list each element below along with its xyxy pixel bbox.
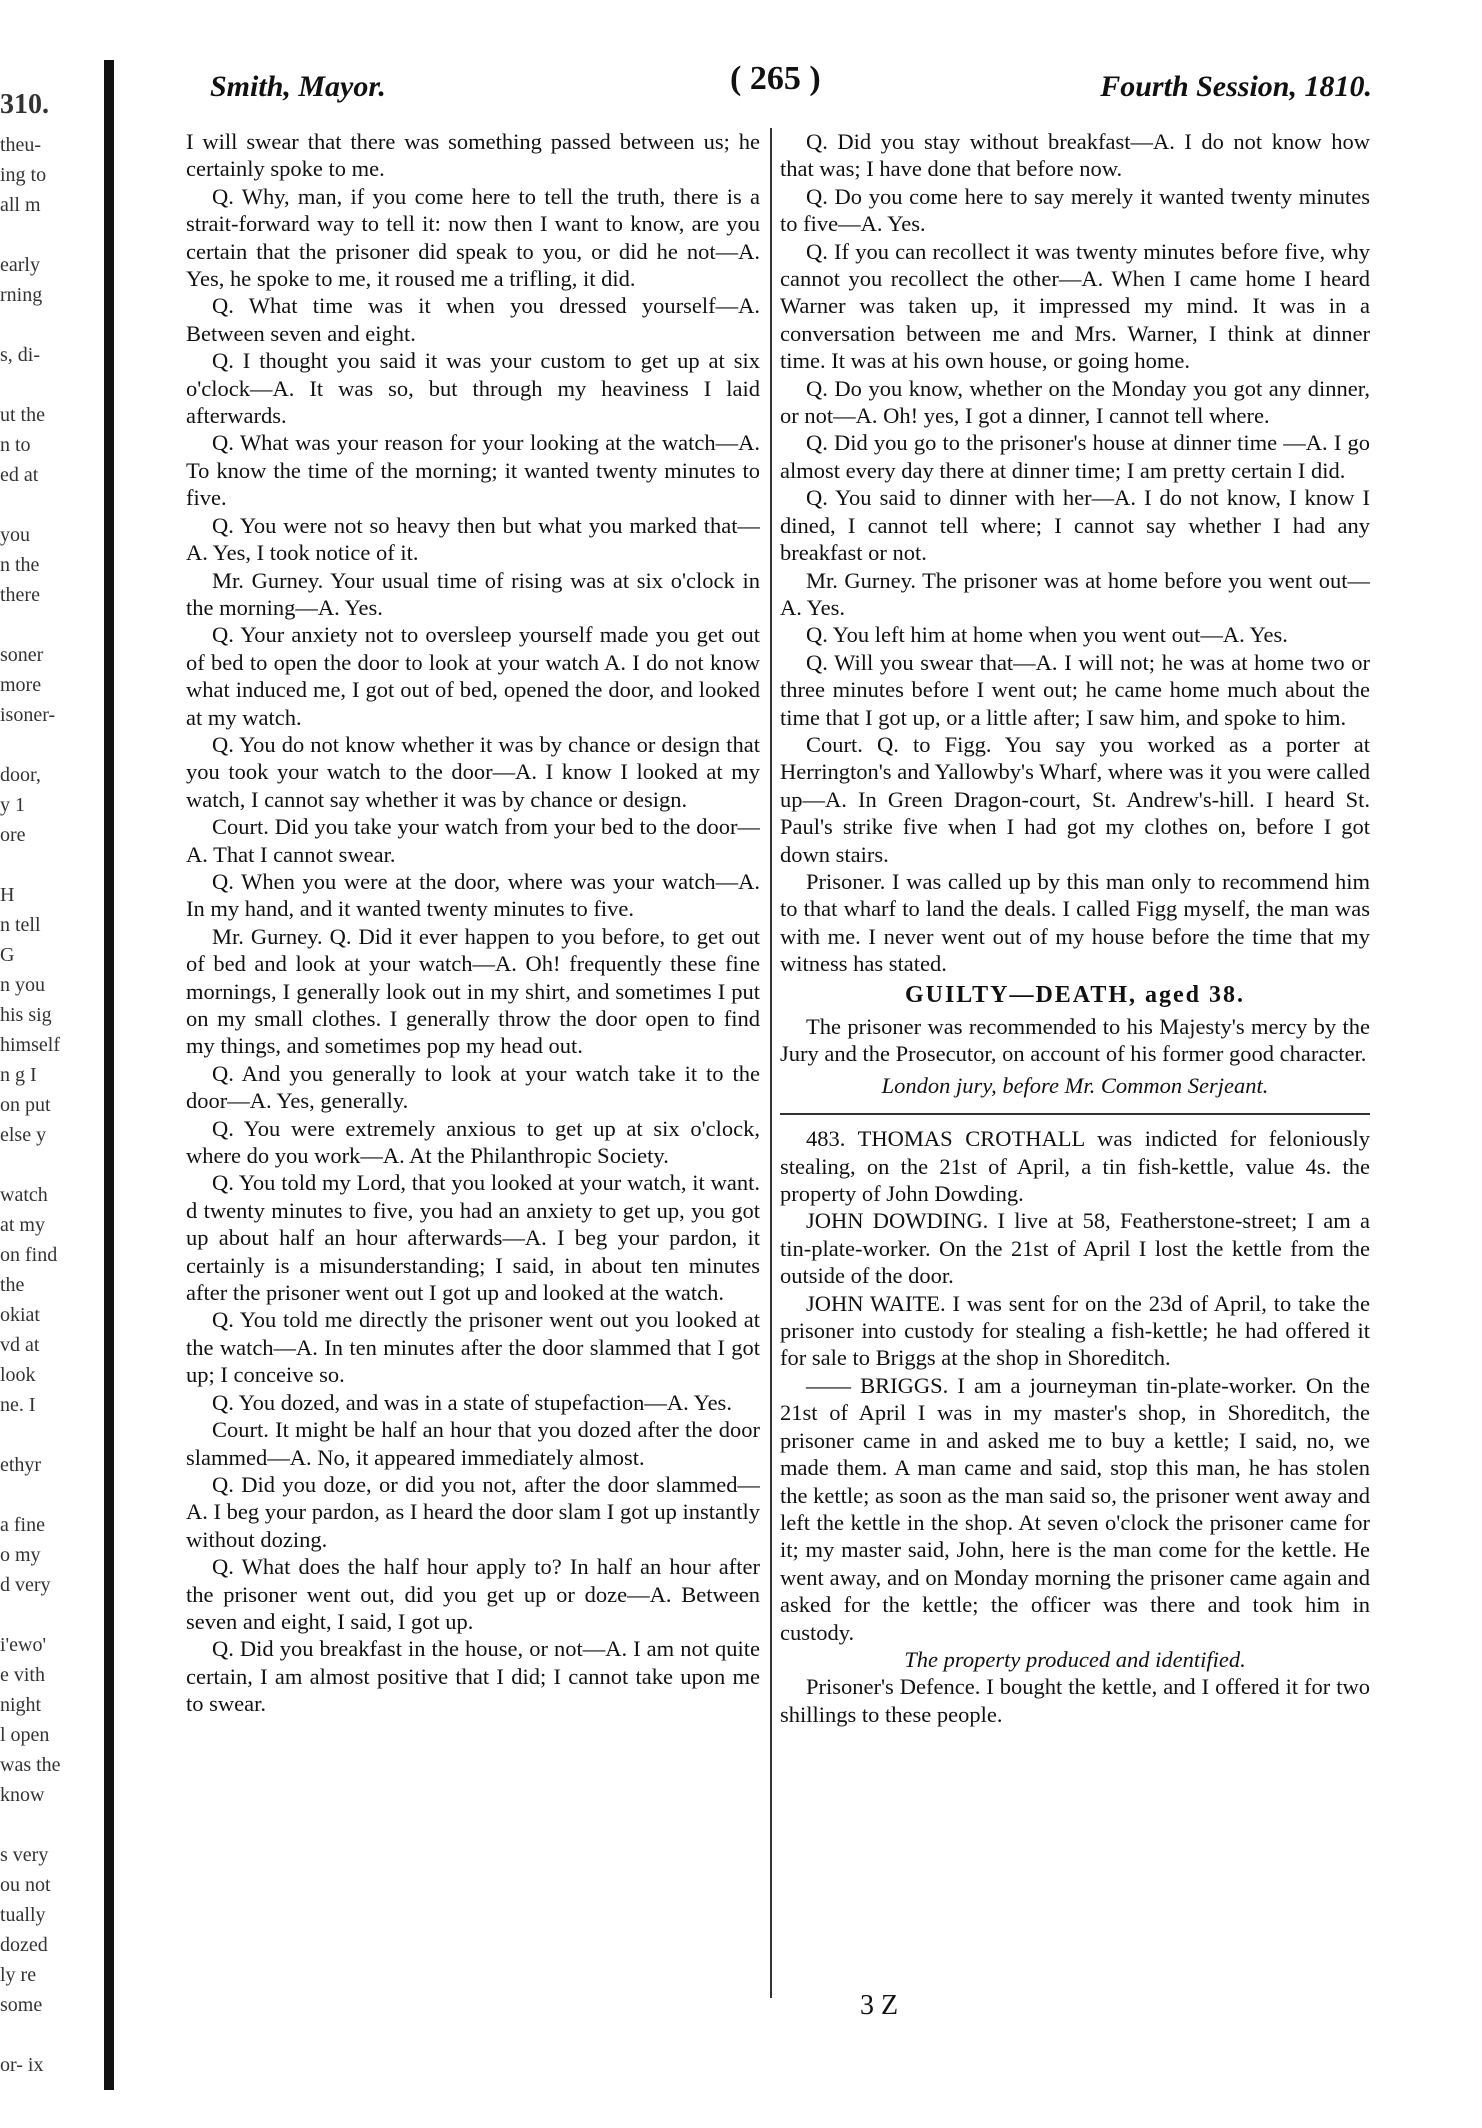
paragraph: Q. Do you come here to say merely it wanted twenty minutes to five—A. Yes. [780,183,1370,237]
paragraph: Q. Did you go to the prisoner's house at dinner time —A. I go almost every day there at dinner time; I am pretty certain I did. [780,430,1370,483]
bleed-line [0,1600,88,1630]
bleed-line [0,610,88,640]
bleed-line: s, di- [0,344,40,366]
paragraph: Q. And you generally to look at your watch take it to the door—A. Yes, generally. [186,1060,760,1114]
bleed-line: was the [0,1754,61,1776]
paragraph: Q. You left him at home when you went out—A. Yes. [806,622,1288,648]
paragraph: Prisoner. I was called up by this man only to recommend him to that wharf to land the deals. I called Figg myself, the man was with me. I never went out of my house before the time that my witness has stated. [780,868,1370,977]
paragraph: Q. Your anxiety not to oversleep yourself made you get out of bed to open the door to look at your watch A. I do not know what induced me, I got out of bed, opened the door, and looked at my watch. [186,622,760,730]
bleed-line: H [0,884,15,906]
bleed-line: s very [0,1844,49,1866]
bleed-line: night [0,1694,42,1716]
bleed-line: more [0,674,42,696]
header-right: Fourth Session, 1810. [1100,70,1372,103]
paragraph: Q. You were not so heavy then but what you marked that—A. Yes, I took notice of it. [186,512,760,566]
header-left: Smith, Mayor. [210,70,386,103]
paragraph: Q. You do not know whether it was by chance or design that you took your watch to the door—A. I know I looked at my watch, I cannot say whether it was by chance or design. [186,731,760,812]
bleed-line: some [0,1994,43,2016]
bleed-line [0,220,88,250]
left-column [186,128,760,2048]
bleed-line: look [0,1364,36,1386]
paragraph: Q. I thought you said it was your custom to get up at six o'clock—A. It was so, but through my heaviness I laid afterwards. [186,348,760,429]
bleed-line: isoner- [0,704,56,726]
bleed-line: ed at [0,464,39,486]
bleed-line: n you [0,974,45,996]
bleed-line [0,490,88,520]
bleed-line: ou not [0,1874,51,1896]
bleed-line: himself [0,1034,60,1056]
bleed-line: G [0,944,15,966]
paragraph: Q. What time was it when you dressed yourself—A. Between seven and eight. [186,293,760,346]
bleed-line [0,2020,88,2050]
paragraph: 483. THOMAS CROTHALL was indicted for feloniously stealing, on the 21st of April, a tin fish-kettle, value 4s. the property of John Dowding. [780,1126,1370,1207]
bleed-line: you [0,524,30,546]
bleed-line: e vith [0,1664,45,1686]
paragraph: Q. You told me directly the prisoner went out you looked at the watch—A. In ten minutes after the door slammed that I got up; I conceive so. [186,1307,760,1388]
paragraph: —— BRIGGS. I am a journeyman tin-plate-worker. On the 21st of April I was in my master's shop, in Shoreditch, the prisoner came in and asked me to buy a kettle; I said, no, we made them. A man came and said, stop this man, he has stolen the kettle; as soon as the man said so, the prisoner went away and left the kettle in the shop. At seven o'clock the prisoner came for it; my master said, John, here is the man come for the kettle. He went away, and on Monday morning the prisoner came again and asked for the kettle; the officer was there and took him in custody. [780,1372,1370,1645]
page-number: ( 265 ) [730,60,821,97]
paragraph: JOHN DOWDING. I live at 58, Featherstone-street; I am a tin-plate-worker. On the 21st of April I lost the kettle from the outside of the door. [780,1208,1370,1289]
paragraph: Q. You said to dinner with her—A. I do not know, I know I dined, I cannot tell where; I cannot say whether I had any breakfast or not. [780,485,1370,566]
bleed-line: n to [0,434,31,456]
bleed-line: o my [0,1544,41,1566]
bleed-line [0,370,88,400]
bleed-line: there [0,584,40,606]
bleed-line: 310. [0,90,49,120]
bleed-line: d very [0,1574,51,1596]
bleed-line: watch [0,1184,48,1206]
bleed-line: ut the [0,404,45,426]
bleed-line: ethyr [0,1454,42,1476]
bleed-line: n tell [0,914,41,936]
bleed-line: n the [0,554,40,576]
paragraph: Q. When you were at the door, where was your watch—A. In my hand, and it wanted twenty minutes to five. [186,868,760,922]
paragraph: Q. What does the half hour apply to? In half an hour after the prisoner went out, did you get up or doze—A. Between seven and eight, I said, I got up. [186,1554,760,1634]
paragraph: Q. You dozed, and was in a state of stupefaction—A. Yes. [212,1389,732,1415]
bleed-line: ing to [0,164,47,186]
paragraph: Court. It might be half an hour that you dozed after the door slammed—A. No, it appeared immediately almost. [186,1417,760,1470]
bleed-line: y 1 [0,794,25,816]
paragraph: Q. Why, man, if you come here to tell the truth, there is a strait-forward way to tell it: now then I want to know, are you certain that the prisoner did speak to you, or did he not—A. Yes, he spoke to me, it roused me a trifling, it did. [186,183,760,292]
running-header [210,60,1372,110]
paragraph: Court. Q. to Figg. You say you worked as a porter at Herrington's and Yallowby's Wharf, where was it you were called up—A. In Green Dragon-court, St. Andrew's-hill. I heard St. Paul's strike five when I had got my clothes on, before I got down stairs. [780,731,1370,867]
signature-mark: 3 Z [860,1990,899,2021]
paragraph: Q. Did you doze, or did you not, after the door slammed—A. I beg your pardon, as I heard the door slam I got up instantly without dozing. [186,1471,760,1552]
bleed-line: at my [0,1214,45,1236]
paragraph: Q. You told my Lord, that you looked at your watch, it want. d twenty minutes to five, you had an anxiety to get up, you got up about half an hour afterwards—A. I beg your pardon, it certainly is a misunderstanding; I said, in about ten minutes after the prisoner went out I got up and looked at the watch. [186,1170,760,1306]
bleed-line: know [0,1784,45,1806]
bleed-line: door, [0,764,41,786]
bleed-line: all m [0,194,41,216]
paragraph: Q. Do you know, whether on the Monday you got any dinner, or not—A. Oh! yes, I got a dinner, I cannot tell where. [780,375,1370,429]
bleed-line: i'ewo' [0,1634,47,1656]
paragraph: The property produced and identified. [904,1646,1246,1672]
bleed-line [0,730,88,760]
bleed-line: rning [0,284,43,306]
bleed-line: l open [0,1724,50,1746]
column-rule [770,128,772,1998]
bleed-line: tually [0,1904,46,1926]
paragraph: Q. Will you swear that—A. I will not; he was at home two or three minutes before I went out; he came home much about the time that I got up, or a little after; I saw him, and spoke to him. [780,649,1370,730]
bleed-line: on put [0,1094,51,1116]
bleed-line: else y [0,1124,47,1146]
page-gutter [104,60,114,2090]
bleed-line: the [0,1274,25,1296]
bleed-line: ly re [0,1964,37,1986]
paragraph: Prisoner's Defence. I bought the kettle, and I offered it for two shillings to these people. [780,1674,1370,1727]
paragraph: Q. You were extremely anxious to get up at six o'clock, where do you work—A. At the Philanthropic Society. [186,1115,760,1169]
bleed-line: or- ix [0,2054,44,2076]
bleed-line: ne. I [0,1394,36,1416]
bleed-line [0,1420,88,1450]
bleed-line [0,1480,88,1510]
adjacent-page-bleed [0,90,88,2110]
bleed-line [0,1150,88,1180]
bleed-line [0,850,88,880]
paragraph: Q. Did you stay without breakfast—A. I do not know how that was; I have done that before now. [780,129,1370,182]
paragraph: Mr. Gurney. Your usual time of rising was at six o'clock in the morning—A. Yes. [186,567,760,620]
paragraph: I will swear that there was something passed between us; he certainly spoke to me. [186,129,760,182]
verdict-line: GUILTY—DEATH, aged 38. [904,981,1246,1008]
paragraph: Q. If you can recollect it was twenty minutes before five, why cannot you recollect the other—A. When I came home I heard Warner was taken up, it impressed my mind. It was in a conversation between me and Mrs. Warner, I think at dinner time. It was at his own house, or going home. [780,238,1370,374]
bleed-line: ore [0,824,26,846]
right-column [780,128,1370,2048]
bleed-line: on find [0,1244,58,1266]
bleed-line: n g I [0,1064,37,1086]
bleed-line: a fine [0,1514,45,1536]
bleed-line [0,310,88,340]
bleed-line: vd at [0,1334,40,1356]
jury-line: London jury, before Mr. Common Serjeant. [881,1072,1269,1098]
bleed-line: early [0,254,40,276]
bleed-line: dozed [0,1934,48,1956]
paragraph: Q. Did you breakfast in the house, or not—A. I am not quite certain, I am almost positive that I did; I cannot take upon me to swear. [186,1636,760,1717]
bleed-line: his sig [0,1004,52,1026]
paragraph: The prisoner was recommended to his Majesty's mercy by the Jury and the Prosecutor, on account of his former good character. [780,1014,1370,1067]
bleed-line: theu- [0,134,42,156]
bleed-line: soner [0,644,44,666]
bleed-line: okiat [0,1304,40,1326]
paragraph: Court. Did you take your watch from your bed to the door—A. That I cannot swear. [186,814,760,867]
paragraph: JOHN WAITE. I was sent for on the 23d of April, to take the prisoner into custody for stealing a fish-kettle; he had offered it for sale to Briggs at the shop in Shoreditch. [780,1290,1370,1371]
paragraph: Mr. Gurney. The prisoner was at home before you went out—A. Yes. [780,567,1370,620]
paragraph: Q. What was your reason for your looking at the watch—A. To know the time of the morning; it wanted twenty minutes to five. [186,430,760,511]
paragraph: Mr. Gurney. Q. Did it ever happen to you before, to get out of bed and look at your watch—A. Oh! frequently these fine mornings, I generally look out in my shirt, and sometimes I put on my small clothes. I generally throw the door open to find my things, and sometimes pop my head out. [186,923,760,1059]
section-separator [780,1113,1370,1115]
bleed-line [0,1810,88,1840]
